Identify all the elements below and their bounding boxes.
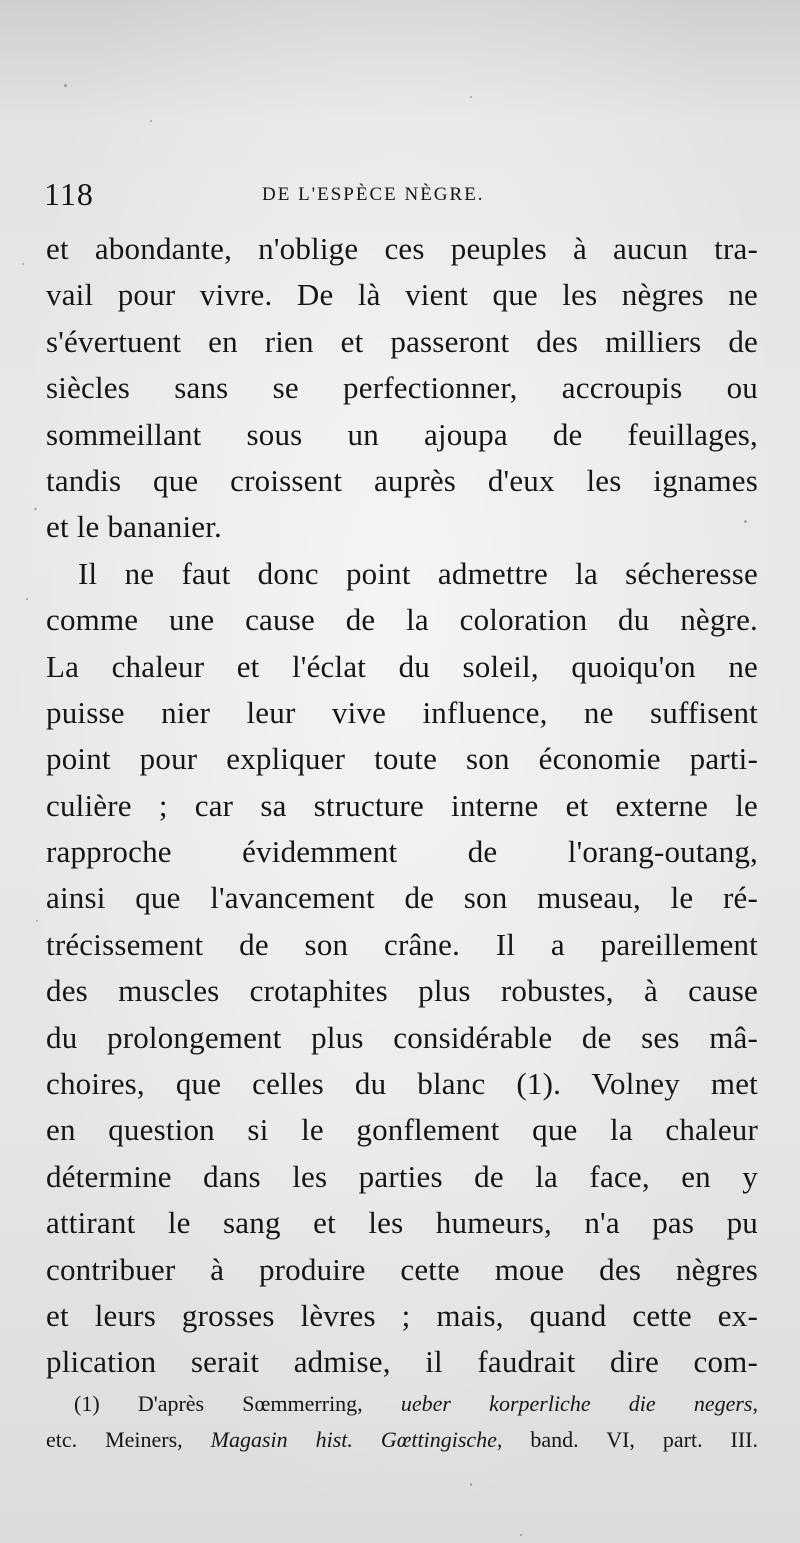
text-line: contribuer à produire cette moue des nègres: [46, 1251, 758, 1287]
footnote-text: band. VI, part. III.: [502, 1427, 759, 1452]
text-line: point pour expliquer toute son économie parti-: [46, 741, 758, 777]
paper-speck: [470, 96, 472, 98]
text-line: trécissement de son crâne. Il a pareillement: [46, 926, 758, 962]
page-number: 118: [44, 176, 94, 212]
text-line: siècles sans se perfectionner, accroupis ou: [46, 370, 758, 406]
text-line: sommeillant sous un ajoupa de feuillages,: [46, 416, 758, 452]
paper-speck: [22, 263, 24, 265]
paper-speck: [64, 84, 67, 87]
text-line: tandis que croissent auprès d'eux les ignames: [46, 462, 758, 498]
text-line: ainsi que l'avancement de son museau, le ré-: [46, 880, 758, 916]
footnote-text: (1) D'après Sœmmerring,: [74, 1391, 401, 1416]
paper-speck: [470, 1483, 472, 1486]
footnote-title: Magasin hist. Gœttingische,: [210, 1427, 503, 1452]
text-line: Il ne faut donc point admettre la sécheresse: [78, 555, 758, 591]
text-line: détermine dans les parties de la face, en y: [46, 1158, 758, 1194]
running-head: DE L'ESPÈCE NÈGRE.: [262, 184, 485, 205]
text-line: plication serait admise, il faudrait dire com-: [46, 1344, 758, 1380]
paper-speck: [150, 120, 152, 122]
text-line: vail pour vivre. De là vient que les nègres ne: [46, 277, 758, 313]
page-header: [44, 176, 752, 220]
text-line: comme une cause de la coloration du nègre.: [46, 602, 758, 638]
text-line: s'évertuent en rien et passeront des milliers de: [46, 323, 758, 359]
paper-speck: [26, 598, 28, 600]
text-line: La chaleur et l'éclat du soleil, quoiqu'on ne: [46, 648, 758, 684]
footnote-text: etc. Meiners,: [46, 1427, 211, 1452]
text-line: rapproche évidemment de l'orang-outang,: [46, 834, 758, 870]
text-line: en question si le gonflement que la chaleur: [46, 1112, 758, 1148]
body-text: [46, 226, 758, 1386]
text-line: et abondante, n'oblige ces peuples à aucun tra-: [46, 231, 758, 266]
text-line: du prolongement plus considérable de ses mâ-: [46, 1019, 758, 1055]
text-line: et le bananier.: [46, 509, 222, 545]
text-line: puisse nier leur vive influence, ne suffisent: [46, 694, 758, 730]
text-line: attirant le sang et les humeurs, n'a pas pu: [46, 1205, 758, 1241]
text-line: choires, que celles du blanc (1). Volney met: [46, 1066, 758, 1102]
text-line: des muscles crotaphites plus robustes, à cause: [46, 973, 758, 1009]
text-line: culière ; car sa structure interne et externe le: [46, 787, 758, 823]
paper-speck: [36, 920, 38, 922]
paper-speck: [34, 508, 37, 510]
paper-speck: [520, 1534, 522, 1536]
text-line: et leurs grosses lèvres ; mais, quand cette ex-: [46, 1297, 758, 1333]
footnote-title: ueber korperliche die negers: [400, 1391, 753, 1416]
footnote-line: [46, 1422, 758, 1458]
footnote-text: ,: [752, 1391, 758, 1416]
footnote-line: [46, 1386, 758, 1422]
footnote: [46, 1386, 758, 1458]
